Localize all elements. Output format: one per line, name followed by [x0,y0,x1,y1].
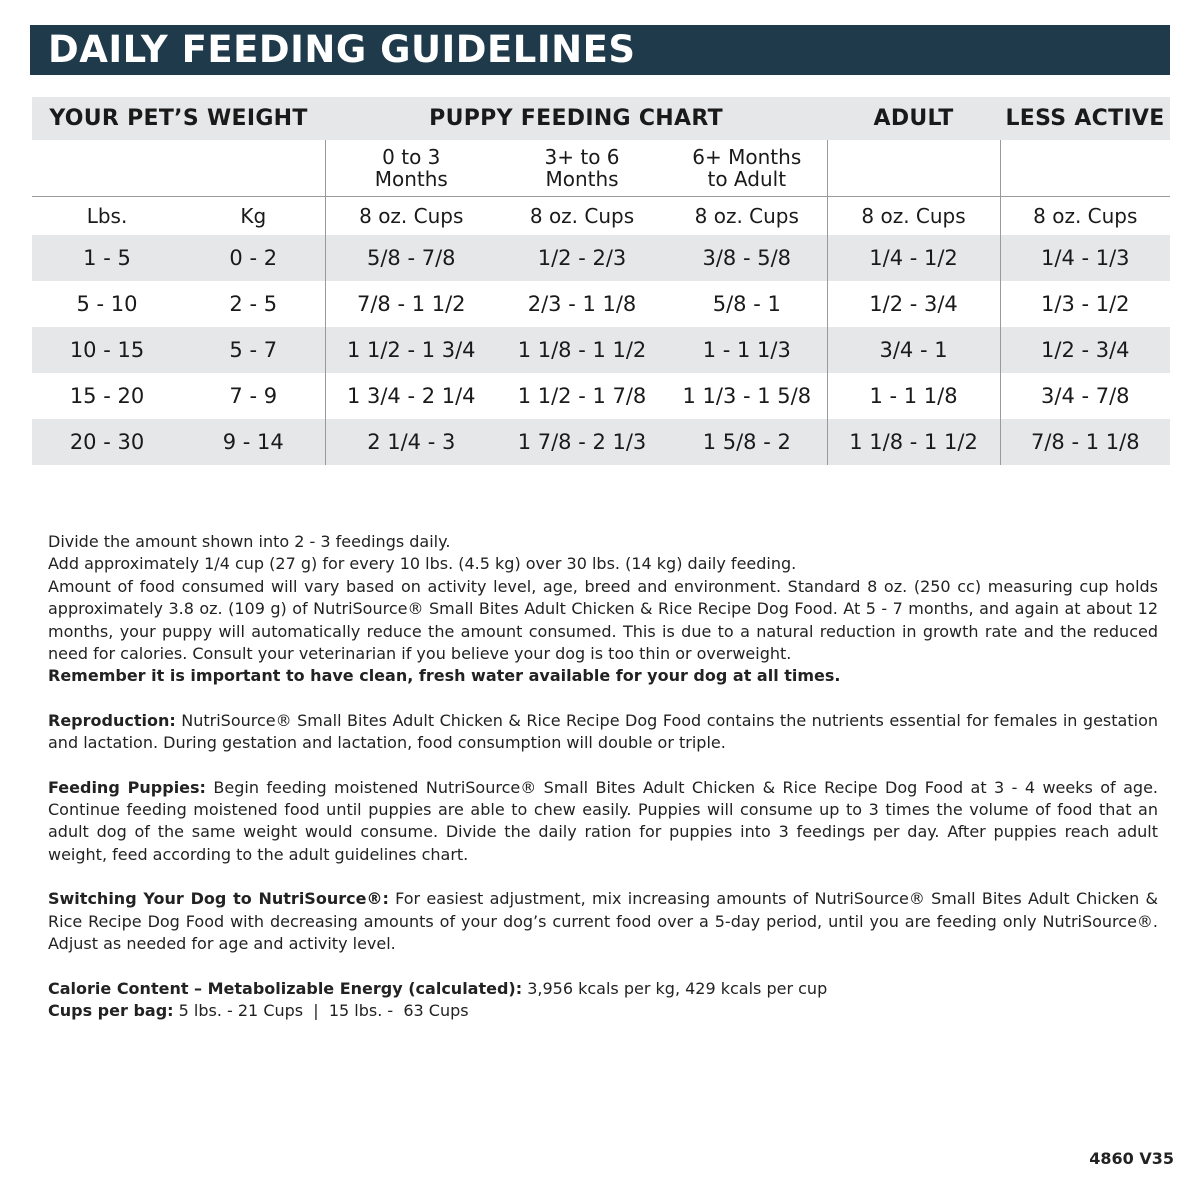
cell-lbs: 20 - 30 [69,430,145,454]
cell-kg: 0 - 2 [229,246,278,270]
table-row [32,419,1170,465]
cell-less-active: 7/8 - 1 1/8 [1000,419,1170,465]
note-feeding-puppies: Feeding Puppies: Begin feeding moistened NutriSource® Small Bites Adult Chicken & Rice Recipe Dog Food at 3 - 4 weeks of age. Continue feeding moistened food until puppies are able to chew easily. Puppies will consume up to 3 times the volume of food that an adult dog of the same weight would consume. Divide the daily ration for puppies into 3 feedings per day. After puppies reach adult weight, feed according to the adult guidelines chart. [48,777,1158,864]
cell-puppy-6-adult: 1 - 1 1/3 [702,338,791,362]
table-age-row [32,140,1170,196]
cell-puppy-3-6: 1 1/2 - 1 7/8 [517,384,647,408]
age-6-months-adult: 6+ Months to Adult [692,144,802,191]
cell-puppy-0-3: 1 3/4 - 2 1/4 [325,373,497,419]
cell-adult: 1 - 1 1/8 [827,373,1000,419]
cell-puppy-0-3: 7/8 - 1 1/2 [325,281,497,327]
unit-kg: Kg [182,196,325,235]
cell-kg: 5 - 7 [229,338,278,362]
product-code: 4860 V35 [1089,1149,1174,1168]
cell-less-active: 1/2 - 3/4 [1000,327,1170,373]
note-amount: Amount of food consumed will vary based on activity level, age, breed and environment. Standard 8 oz. (250 cc) measuring cup holds approximately 3.8 oz. (109 g) of NutriSource® Small Bites Adult Chicken & Rice Recipe Dog Food. At 5 - 7 months, and again at about 12 months, your puppy will automatically reduce the amount consumed. This is due to a natural reduction in growth rate and the reduced need for calories. Consult your veterinarian if you believe your dog is too thin or overweight. [48,576,1158,664]
cell-puppy-3-6: 2/3 - 1 1/8 [527,292,637,316]
note-divide: Divide the amount shown into 2 - 3 feedings daily. [48,532,451,551]
cell-puppy-6-adult: 1 5/8 - 2 [702,430,791,454]
unit-cups: 8 oz. Cups [827,196,1000,235]
cell-puppy-0-3: 1 1/2 - 1 3/4 [325,327,497,373]
cell-puppy-0-3: 5/8 - 7/8 [325,235,497,281]
unit-cups: 8 oz. Cups [1000,196,1170,235]
feeding-chart-table [32,97,1170,465]
table-row [32,373,1170,419]
unit-cups: 8 oz. Cups [667,196,827,235]
cell-puppy-0-3: 2 1/4 - 3 [325,419,497,465]
cell-puppy-3-6: 1/2 - 2/3 [537,246,627,270]
cell-lbs: 1 - 5 [83,246,131,270]
cell-less-active: 1/3 - 1/2 [1000,281,1170,327]
cell-puppy-3-6: 1 1/8 - 1 1/2 [517,338,647,362]
cell-lbs: 15 - 20 [69,384,145,408]
note-water: Remember it is important to have clean, fresh water available for your dog at all times. [48,666,841,686]
table-row [32,281,1170,327]
table-row [32,235,1170,281]
cell-puppy-3-6: 1 7/8 - 2 1/3 [517,430,647,454]
cell-kg: 9 - 14 [222,430,284,454]
cell-puppy-6-adult: 5/8 - 1 [712,292,781,316]
cell-lbs: 5 - 10 [76,292,138,316]
unit-cups: 8 oz. Cups [325,196,497,235]
table-row [32,327,1170,373]
note-add-cup: Add approximately 1/4 cup (27 g) for every 10 lbs. (4.5 kg) over 30 lbs. (14 kg) daily feeding. [48,554,797,574]
cell-adult: 1/4 - 1/2 [827,235,1000,281]
unit-lbs: Lbs. [32,196,182,235]
header-adult: ADULT [873,106,954,131]
feeding-notes [48,531,1158,1022]
header-pet-weight: YOUR PET’S WEIGHT [49,106,308,131]
cell-adult: 3/4 - 1 [827,327,1000,373]
note-calorie-content: Calorie Content – Metabolizable Energy (calculated): 3,956 kcals per kg, 429 kcals per cup [48,978,828,998]
age-3-6-months: 3+ to 6 Months [544,144,620,191]
cell-kg: 7 - 9 [229,384,278,408]
cell-puppy-6-adult: 3/8 - 5/8 [702,246,792,270]
cell-adult: 1/2 - 3/4 [827,281,1000,327]
note-reproduction: Reproduction: NutriSource® Small Bites Adult Chicken & Rice Recipe Dog Food contains the nutrients essential for females in gestation and lactation. During gestation and lactation, food consumption will double or triple. [48,710,1158,753]
cell-less-active: 1/4 - 1/3 [1000,235,1170,281]
cell-lbs: 10 - 15 [69,338,145,362]
cell-puppy-6-adult: 1 1/3 - 1 5/8 [682,384,812,408]
cell-adult: 1 1/8 - 1 1/2 [827,419,1000,465]
table-group-header-row [32,97,1170,140]
page-title: DAILY FEEDING GUIDELINES [30,25,1170,75]
note-cups-per-bag: Cups per bag: 5 lbs. - 21 Cups | 15 lbs. - 63 Cups [48,1000,469,1020]
cell-less-active: 3/4 - 7/8 [1000,373,1170,419]
header-puppy-feeding-chart: PUPPY FEEDING CHART [429,106,723,131]
note-switching: Switching Your Dog to NutriSource®: For easiest adjustment, mix increasing amounts of NutriSource® Small Bites Adult Chicken & Rice Recipe Dog Food with decreasing amounts of your dog’s current food over a 5-day period, until you are feeding only NutriSource®. Adjust as needed for age and activity level. [48,889,1158,954]
cell-kg: 2 - 5 [229,292,278,316]
age-0-3-months: 0 to 3 Months [325,140,497,196]
unit-cups: 8 oz. Cups [497,196,667,235]
table-units-row [32,196,1170,235]
header-less-active: LESS ACTIVE [1005,106,1165,131]
